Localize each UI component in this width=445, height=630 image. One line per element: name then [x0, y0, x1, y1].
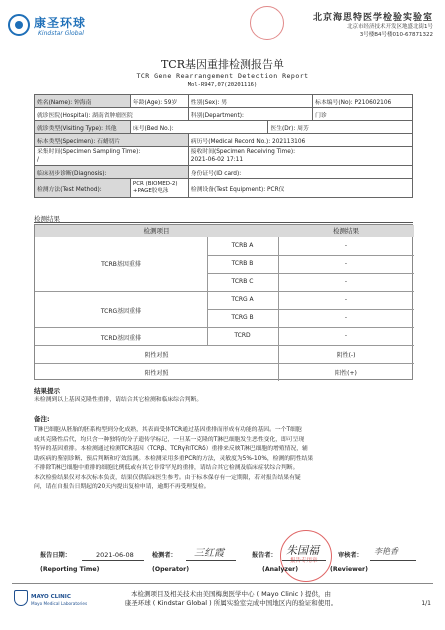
result-tcrb-a: - — [344, 242, 348, 249]
item-tcrb-c: TCRB C — [231, 278, 254, 285]
analyzer-en: (Analyzer) — [262, 566, 299, 573]
sampling-time-label: 采集时间(Specimen Sampling Time): — [37, 149, 141, 155]
lab-address-1: 北京市经济技术开发区地盛北街1号 — [346, 24, 433, 30]
medical-record-number: 病历号(Medical Record No.): 202113106 — [188, 134, 412, 147]
negative-control: 阴性对照 — [144, 352, 169, 359]
receiving-time — [188, 147, 412, 166]
report-title-en: TCR Gene Rearrangement Detection Report — [136, 72, 309, 80]
item-tcrg-b: TCRG B — [231, 314, 254, 321]
footer-line-2: 康圣环球 ( Kindstar Global ) 所属实验室完成中国地区内的验证和使用。 — [124, 599, 338, 607]
positive-control: 阳性对照 — [144, 370, 169, 377]
analyzer-signature: 朱国福 — [286, 544, 319, 557]
sampling-time — [35, 147, 189, 166]
mayo-shield-icon — [14, 590, 28, 606]
report-title: TCR基因重排检测报告单 — [160, 58, 285, 71]
mayo-sub: Mayo Medical Laboratories — [31, 601, 88, 606]
report-date-value: 2021-06-08 — [96, 551, 134, 559]
group-tcrb: TCRB基因重排 — [101, 261, 141, 268]
sampling-time-value: / — [37, 157, 39, 163]
result-tcrg-a: - — [344, 296, 348, 303]
report-date-label: 报告日期： — [40, 552, 71, 559]
footer-divider — [12, 583, 433, 584]
receiving-time-label: 接收时间(Specimen Receiving Time): — [190, 149, 296, 155]
footer-text — [96, 590, 366, 608]
item-tcrb-a: TCRB A — [231, 242, 254, 249]
results-table — [34, 224, 413, 380]
operator-signature: 三红霞 — [194, 548, 224, 559]
lab-name: 北京海思特医学检验实验室 — [312, 13, 433, 23]
item-tcrg-a: TCRG A — [231, 296, 254, 303]
item-tcrb-b: TCRB B — [231, 260, 254, 267]
logo-en: Kindstar Global — [38, 30, 84, 37]
reviewer-signature: 李艳香 — [374, 547, 398, 556]
col-result-header: 检测结果 — [278, 225, 414, 237]
visiting-type: 就诊类型(Visiting Type): 其他 — [35, 121, 131, 134]
result-tcrg-b: - — [344, 314, 348, 321]
patient-age: 年龄(Age): 59岁 — [130, 95, 188, 108]
negative-control-result: 阴性(-) — [336, 352, 356, 359]
operator-label: 检测者： — [152, 552, 177, 559]
reviewer-label: 审核者： — [338, 552, 363, 559]
remark-line: 特异的基因重排。本检测通过检测TCR基因（TCRβ、TCRγ和TCRδ）重排来反映T淋巴细胞的增殖情况，辅 — [34, 446, 308, 452]
patient-info-table — [34, 94, 413, 198]
test-method-label: 检测方法(Test Method): — [35, 179, 131, 198]
remark-line: 不排除T淋巴细胞中重排的细胞比例低或有其它非常罕见的重排，请结合其它检测及临床症状综合判断。 — [34, 465, 299, 471]
conclusion-title: 结果提示 — [34, 387, 60, 395]
diagnosis: 临床初步诊断(Diagnosis): — [35, 166, 189, 179]
item-tcrd: TCRD — [234, 332, 251, 339]
specimen-number: 标本编号(No): P210602106 — [313, 95, 413, 108]
remark-line: 问，请在自报告日期起的20天内提出复检申请，逾期不再受理复检。 — [34, 484, 210, 490]
lab-address-2: 3号楼B4号楼010-67871322 — [359, 32, 433, 38]
mayo-name: MAYO CLINIC — [31, 594, 71, 600]
department-label: 科别(Department): — [188, 108, 312, 121]
id-card: 身份证号(ID card): — [188, 166, 412, 179]
remarks-title: 备注: — [34, 415, 50, 423]
patient-name: 姓名(Name): 钟海南 — [35, 95, 131, 108]
report-date-en: (Reporting Time) — [40, 566, 100, 573]
patient-sex: 性别(Sex): 男 — [188, 95, 312, 108]
remark-line: 助疾病的鉴别诊断、预后判断和疗效监测。本检测采用多重PCR的方法，灵敏度为5%-10%，检测的阴性结果 — [34, 455, 314, 462]
receiving-time-value: 2021-06-02 17:11 — [190, 157, 244, 163]
positive-control-result: 阳性(+) — [335, 370, 357, 377]
group-tcrd: TCRD基因重排 — [100, 335, 142, 342]
results-section-title: 检测结果 — [34, 215, 60, 223]
remark-line: 本次检验结果仅对本次标本负责，结果仅供临床医生参考。由于标本保存有一定期限，若对报告结果有疑 — [34, 474, 301, 481]
result-tcrb-b: - — [344, 260, 348, 267]
operator-en: (Operator) — [152, 566, 190, 573]
footer-line-1: 本检测项目及相关技术由美国梅奥医学中心 ( Mayo Clinic ) 提供，由 — [131, 590, 331, 598]
document-number: Mol-R947,07(20201116) — [187, 82, 258, 88]
specimen-type: 标本类型(Specimen): 石蜡切片 — [35, 134, 189, 147]
seal-text: 报告专用章 — [290, 558, 318, 564]
conclusion-text: 未检测到以上基因克隆性重排，请结合其它检测和临床综合判断。 — [34, 397, 203, 403]
col-item-header: 检测项目 — [35, 225, 278, 237]
kindstar-emblem-icon — [8, 14, 30, 36]
remark-line: T淋巴细胞从胚胎的胚系构型到分化成熟，其表面受体TCR通过基因重排而形成有功能的基因。一个T细胞 — [34, 427, 302, 433]
lab-info — [233, 10, 433, 39]
page-number: 1/1 — [421, 600, 431, 607]
reviewer-en: (Reviewer) — [330, 566, 368, 573]
result-tcrb-c: - — [344, 278, 348, 285]
doctor: 医生(Dr): 周芳 — [268, 121, 413, 134]
test-method-value: PCR (BIOMED-2) +PAGE胶电泳 — [130, 179, 188, 198]
logo-cn: 康圣环球 — [34, 16, 87, 30]
results-divider — [34, 222, 413, 223]
remarks-body — [34, 426, 418, 493]
result-tcrd: - — [344, 332, 348, 339]
department-value: 门诊 — [313, 108, 413, 121]
test-equipment: 检测设备(Test Equipment): PCR仪 — [188, 179, 412, 198]
kindstar-logo — [8, 12, 118, 46]
group-tcrg: TCRG基因重排 — [100, 308, 142, 315]
hospital: 就诊医院(Hospital): 湖南省肿瘤医院 — [35, 108, 189, 121]
bed-number: 床号(Bed No.): — [130, 121, 268, 134]
analyzer-label: 报告者： — [252, 552, 277, 559]
remark-line: 或其克隆性后代，均只含一种独特的分子遗传学标记，一旦某一克隆的T淋巴细胞发生恶性变化，即可呈现 — [34, 436, 305, 443]
